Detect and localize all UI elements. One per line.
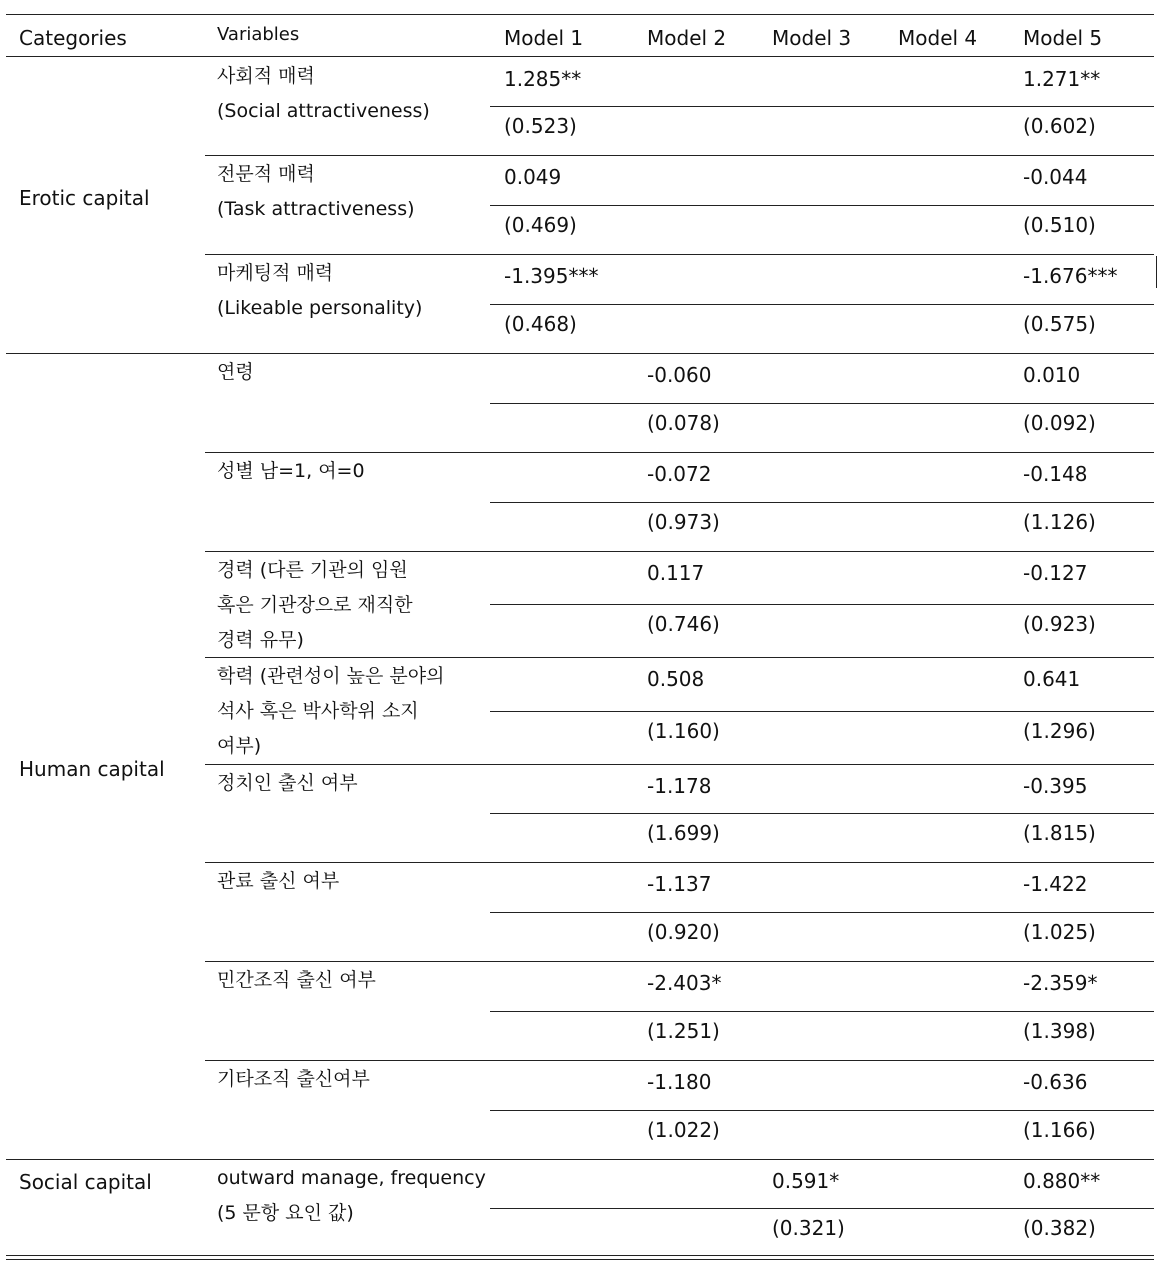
coefficient-value: -0.072 <box>647 462 712 486</box>
row-rule <box>205 1060 1154 1061</box>
header-model-2: Model 2 <box>647 26 727 50</box>
header-rule <box>6 56 1154 57</box>
variable-label: (Likeable personality) <box>217 297 423 319</box>
coefficient-value: 0.591* <box>772 1169 840 1193</box>
coefficient-value: -1.180 <box>647 1070 712 1094</box>
row-rule <box>205 254 1154 255</box>
variable-label: 학력 (관련성이 높은 분야의 <box>217 665 445 687</box>
standard-error-value: (0.510) <box>1023 213 1096 237</box>
variable-label: 여부) <box>217 735 262 757</box>
row-mid-rule <box>490 304 1154 305</box>
coefficient-value: 0.117 <box>647 561 705 585</box>
coefficient-value: -2.403* <box>647 971 722 995</box>
standard-error-value: (0.468) <box>504 312 577 336</box>
category-social-capital: Social capital <box>19 1170 152 1194</box>
coefficient-value: -0.395 <box>1023 774 1088 798</box>
row-rule <box>205 862 1154 863</box>
coefficient-value: -2.359* <box>1023 971 1098 995</box>
standard-error-value: (0.078) <box>647 411 720 435</box>
variable-label: 정치인 출신 여부 <box>217 772 358 794</box>
standard-error-value: (1.025) <box>1023 920 1096 944</box>
row-rule <box>205 657 1154 658</box>
standard-error-value: (0.920) <box>647 920 720 944</box>
coefficient-value: -1.395*** <box>504 264 599 288</box>
row-mid-rule <box>490 1208 1154 1209</box>
row-mid-rule <box>490 604 1154 605</box>
standard-error-value: (1.126) <box>1023 510 1096 534</box>
standard-error-value: (1.022) <box>647 1118 720 1142</box>
coefficient-value: -0.127 <box>1023 561 1088 585</box>
header-model-4: Model 4 <box>898 26 978 50</box>
variable-label: 마케팅적 매력 <box>217 262 334 284</box>
coefficient-value: -0.060 <box>647 363 712 387</box>
header-variables: Variables <box>217 24 300 45</box>
variable-label: (Task attractiveness) <box>217 198 415 220</box>
row-rule <box>205 764 1154 765</box>
coefficient-value: -1.178 <box>647 774 712 798</box>
header-model-3: Model 3 <box>772 26 852 50</box>
variable-label: 석사 혹은 박사학위 소지 <box>217 700 419 722</box>
row-mid-rule <box>490 1011 1154 1012</box>
row-rule <box>205 452 1154 453</box>
variable-label: (Social attractiveness) <box>217 100 430 122</box>
variable-label: 사회적 매력 <box>217 65 315 87</box>
coefficient-value: -0.044 <box>1023 165 1088 189</box>
standard-error-value: (1.699) <box>647 821 720 845</box>
category-erotic-capital: Erotic capital <box>19 186 150 210</box>
row-rule <box>205 961 1154 962</box>
coefficient-value: 0.508 <box>647 667 705 691</box>
standard-error-value: (0.523) <box>504 114 577 138</box>
row-mid-rule <box>490 403 1154 404</box>
coefficient-value: 0.010 <box>1023 363 1081 387</box>
top-rule <box>6 14 1154 15</box>
variable-label: 관료 출신 여부 <box>217 870 340 892</box>
standard-error-value: (1.815) <box>1023 821 1096 845</box>
variable-label: 전문적 매력 <box>217 163 315 185</box>
coefficient-value: -0.636 <box>1023 1070 1088 1094</box>
coefficient-value: -0.148 <box>1023 462 1088 486</box>
coefficient-value: 1.271** <box>1023 67 1101 91</box>
coefficient-value: -1.676*** <box>1023 264 1118 288</box>
section-rule <box>6 353 1154 354</box>
variable-label: 연령 <box>217 361 254 383</box>
header-categories: Categories <box>19 26 127 50</box>
row-mid-rule <box>490 106 1154 107</box>
row-mid-rule <box>490 502 1154 503</box>
standard-error-value: (1.166) <box>1023 1118 1096 1142</box>
row-rule <box>205 551 1154 552</box>
variable-label: 혹은 기관장으로 재직한 <box>217 594 413 616</box>
variable-label: 경력 (다른 기관의 임원 <box>217 559 408 581</box>
row-mid-rule <box>490 1110 1154 1111</box>
header-model-5: Model 5 <box>1023 26 1103 50</box>
coefficient-value: 0.880** <box>1023 1169 1101 1193</box>
standard-error-value: (0.746) <box>647 612 720 636</box>
standard-error-value: (1.251) <box>647 1019 720 1043</box>
standard-error-value: (0.923) <box>1023 612 1096 636</box>
variable-label: 성별 남=1, 여=0 <box>217 460 365 482</box>
row-mid-rule <box>490 912 1154 913</box>
standard-error-value: (0.321) <box>772 1216 845 1240</box>
standard-error-value: (0.973) <box>647 510 720 534</box>
bottom-rule <box>6 1255 1154 1260</box>
row-rule <box>205 155 1154 156</box>
standard-error-value: (1.398) <box>1023 1019 1096 1043</box>
category-human-capital: Human capital <box>19 757 165 781</box>
standard-error-value: (0.469) <box>504 213 577 237</box>
standard-error-value: (1.296) <box>1023 719 1096 743</box>
coefficient-value: 0.049 <box>504 165 562 189</box>
row-mid-rule <box>490 711 1154 712</box>
variable-label: 민간조직 출신 여부 <box>217 969 376 991</box>
row-mid-rule <box>490 205 1154 206</box>
standard-error-value: (0.092) <box>1023 411 1096 435</box>
standard-error-value: (0.575) <box>1023 312 1096 336</box>
coefficient-value: -1.137 <box>647 872 712 896</box>
variable-label: outward manage, frequency <box>217 1167 486 1189</box>
coefficient-value: 1.285** <box>504 67 582 91</box>
standard-error-value: (0.382) <box>1023 1216 1096 1240</box>
coefficient-value: -1.422 <box>1023 872 1088 896</box>
table-edge-mark <box>1156 256 1157 288</box>
header-model-1: Model 1 <box>504 26 584 50</box>
coefficient-value: 0.641 <box>1023 667 1081 691</box>
standard-error-value: (1.160) <box>647 719 720 743</box>
row-mid-rule <box>490 813 1154 814</box>
variable-label: 경력 유무) <box>217 629 304 651</box>
standard-error-value: (0.602) <box>1023 114 1096 138</box>
section-rule <box>6 1159 1154 1160</box>
variable-label: (5 문항 요인 값) <box>217 1202 354 1224</box>
variable-label: 기타조직 출신여부 <box>217 1068 370 1090</box>
